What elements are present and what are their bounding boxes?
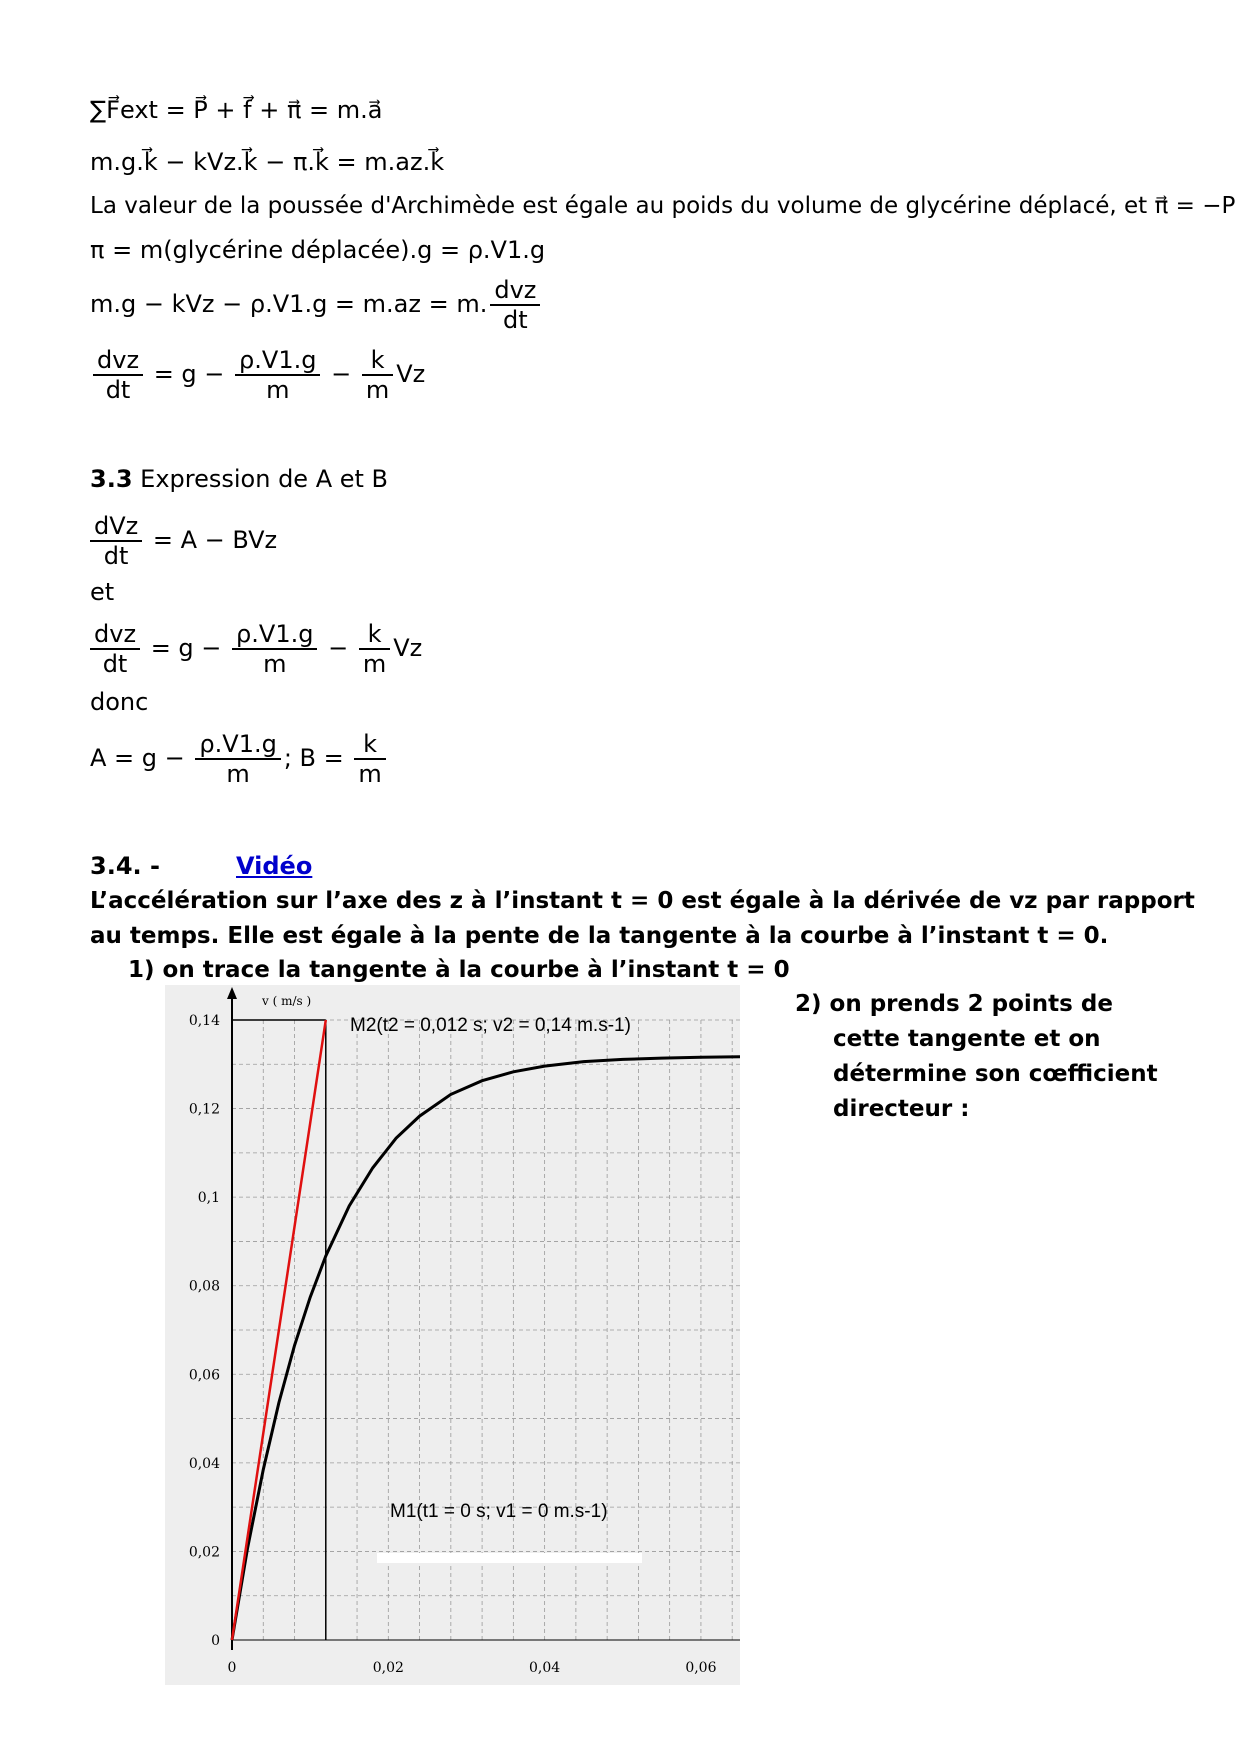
- equation-sum-forces: ∑F⃗ext = P⃗ + f⃗ + π⃗ = m.a⃗: [90, 96, 383, 124]
- y-tick-label: 0,1: [197, 1190, 220, 1207]
- fraction-num: k: [362, 346, 393, 376]
- step-2-line-4: directeur :: [833, 1096, 970, 1122]
- fraction-dVz-dt: [90, 512, 142, 570]
- vz: Vz: [396, 360, 426, 388]
- step-2-line-1: 2) on prends 2 points de: [795, 991, 1113, 1017]
- section-3-4-number: 3.4. -: [90, 852, 160, 880]
- fraction-den: dt: [102, 650, 128, 678]
- y-tick-label: 0,04: [188, 1455, 220, 1472]
- chart-svg: [165, 985, 740, 1685]
- x-tick-label: 0,04: [529, 1660, 561, 1676]
- fraction-den: m: [266, 376, 290, 404]
- step-1-text: 1) on trace la tangente à la courbe à l’instant t = 0: [128, 957, 790, 983]
- fraction-num: k: [359, 620, 390, 650]
- equation-projection: m.g.k⃗ − kVz.k⃗ − π.k⃗ = m.az.k⃗: [90, 148, 445, 176]
- annotation-M2: M2(t2 = 0,012 s; v2 = 0,14 m.s-1): [350, 1015, 631, 1036]
- section-3-3-heading: [90, 465, 388, 493]
- y-tick-label: 0: [211, 1633, 220, 1649]
- fraction-dvz-dt: [93, 346, 143, 404]
- y-axis-arrow: [227, 987, 237, 999]
- fraction-den: m: [365, 376, 390, 404]
- step-2-line-2: cette tangente et on: [833, 1026, 1101, 1052]
- equation-dVz-AB: [90, 512, 277, 570]
- fraction-den: m: [358, 760, 382, 788]
- y-tick-label: 0,12: [188, 1101, 220, 1118]
- y-tick-label: 0,06: [188, 1367, 220, 1384]
- fraction-den: dt: [503, 306, 528, 334]
- B-eq: ; B =: [283, 744, 344, 772]
- section-title: Expression de A et B: [140, 465, 389, 493]
- fraction-num: dvz: [93, 346, 143, 376]
- y-axis-label: v ( m/s ): [262, 994, 312, 1008]
- section-number: 3.3: [90, 465, 133, 493]
- text-et: et: [90, 578, 115, 606]
- fraction-num: dVz: [90, 512, 142, 542]
- step-2-line-3: détermine son cœfficient: [833, 1061, 1158, 1087]
- fraction-num: ρ.V1.g: [195, 730, 280, 760]
- fraction-rho-v1-g: [235, 346, 320, 404]
- fraction-den: m: [263, 650, 287, 678]
- fraction-den: dt: [105, 376, 131, 404]
- fraction-num: k: [354, 730, 385, 760]
- x-tick-label: 0,06: [685, 1660, 717, 1676]
- fraction-dvz-dt: [90, 620, 140, 678]
- pi-value: π = m(glycérine déplacée).g = ρ.V1.g: [90, 236, 546, 264]
- archimede-text: La valeur de la poussée d'Archimède est égale au poids du volume de glycérine déplacé, et π⃗ = −P: [90, 193, 1236, 219]
- rhs-A-BVz: = A − BVz: [152, 526, 278, 554]
- text-donc: donc: [90, 688, 149, 716]
- y-tick-label: 0,08: [188, 1278, 220, 1295]
- vz: Vz: [393, 634, 423, 662]
- eq-g: = g −: [150, 634, 222, 662]
- y-tick-label: 0,14: [188, 1013, 220, 1029]
- paragraph-line-2: au temps. Elle est égale à la pente de la tangente à la courbe à l’instant t = 0.: [90, 923, 1109, 949]
- y-tick-label: 0,02: [188, 1544, 220, 1561]
- equation-newton: [90, 276, 543, 334]
- fraction-rho-v1-g: [232, 620, 317, 678]
- fraction-rho-v1-g: [195, 730, 280, 788]
- fraction-den: m: [362, 650, 387, 678]
- fraction-k-m: [354, 730, 385, 788]
- minus-sign: −: [331, 360, 352, 388]
- fraction-den: m: [226, 760, 250, 788]
- fraction-k-m: [362, 346, 393, 404]
- video-link[interactable]: Vidéo: [236, 852, 313, 880]
- A-eq: A = g −: [90, 744, 185, 772]
- label-background-bar: [377, 1553, 642, 1563]
- annotation-M1: M1(t1 = 0 s; v1 = 0 m.s-1): [390, 1501, 608, 1522]
- velocity-chart: [165, 985, 740, 1685]
- equation-dvz-1: [90, 346, 425, 404]
- newton-lhs: m.g − kVz − ρ.V1.g = m.az = m.: [90, 290, 488, 318]
- x-tick-label: 0,02: [372, 1660, 404, 1676]
- fraction-den: dt: [103, 542, 129, 570]
- fraction-dvz-dt: [490, 276, 540, 334]
- paragraph-line-1: L’accélération sur l’axe des z à l’instant t = 0 est égale à la dérivée de vz par rapport: [90, 888, 1195, 914]
- fraction-num: ρ.V1.g: [232, 620, 317, 650]
- eq-g: = g −: [153, 360, 225, 388]
- fraction-num: ρ.V1.g: [235, 346, 320, 376]
- fraction-num: dvz: [90, 620, 140, 650]
- minus-sign: −: [328, 634, 349, 662]
- equation-A-B: [90, 730, 389, 788]
- x-tick-label: 0: [227, 1660, 237, 1676]
- fraction-k-m: [359, 620, 390, 678]
- fraction-num: dvz: [490, 276, 540, 306]
- equation-dvz-2: [90, 620, 422, 678]
